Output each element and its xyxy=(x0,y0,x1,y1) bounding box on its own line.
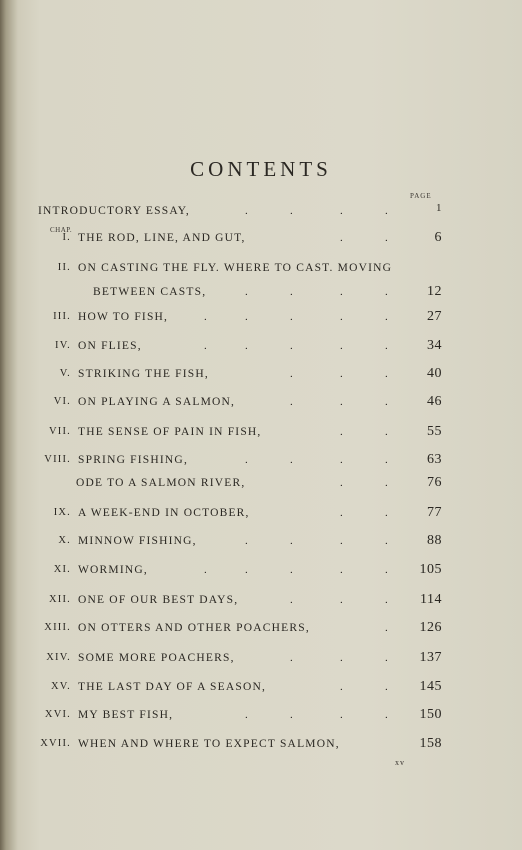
toc-entry xyxy=(0,311,522,331)
chapter-number: XI. xyxy=(53,564,71,575)
chapter-number: VI. xyxy=(53,396,71,407)
leader-dot: . xyxy=(385,622,389,634)
leader-dot: . xyxy=(290,709,294,721)
leader-dot: . xyxy=(340,594,344,606)
leader-dot: . xyxy=(290,535,294,547)
leader-dot: . xyxy=(245,564,249,576)
toc-entry xyxy=(0,709,522,729)
leader-dot: . xyxy=(340,564,344,576)
toc-entry xyxy=(0,681,522,701)
page-number: 126 xyxy=(419,620,442,635)
leader-dot: . xyxy=(340,535,344,547)
page-number: 55 xyxy=(427,424,442,439)
chapter-title: STRIKING THE FISH, xyxy=(78,368,209,380)
chapter-column-header: CHAP. xyxy=(50,226,73,234)
leader-dot: . xyxy=(340,477,344,489)
leader-dot: . xyxy=(385,535,389,547)
chapter-title: THE ROD, LINE, AND GUT, xyxy=(78,232,246,244)
leader-dot: . xyxy=(245,340,249,352)
toc-entry xyxy=(0,507,522,527)
leader-dot: . xyxy=(290,311,294,323)
page-number: 145 xyxy=(419,679,442,694)
leader-dot: . xyxy=(340,286,344,298)
toc-entry xyxy=(0,426,522,446)
leader-dot: . xyxy=(340,396,344,408)
toc-entry xyxy=(0,535,522,555)
leader-dot: . xyxy=(385,340,389,352)
toc-entry xyxy=(0,652,522,672)
leader-dot: . xyxy=(385,311,389,323)
leader-dot: . xyxy=(340,709,344,721)
chapter-title: SOME MORE POACHERS, xyxy=(78,652,235,664)
leader-dot: . xyxy=(290,564,294,576)
chapter-title: ON FLIES, xyxy=(78,340,142,352)
chapter-title: HOW TO FISH, xyxy=(78,311,169,323)
leader-dot: . xyxy=(385,396,389,408)
leader-dot: . xyxy=(385,286,389,298)
leader-dot: . xyxy=(340,311,344,323)
chapter-number: IV. xyxy=(55,340,71,351)
page-number: 77 xyxy=(427,505,442,520)
leader-dot: . xyxy=(340,340,344,352)
chapter-title: ONE OF OUR BEST DAYS, xyxy=(78,594,239,606)
page-number: 88 xyxy=(427,533,442,548)
chapter-title: ON PLAYING A SALMON, xyxy=(78,396,236,408)
toc-entry xyxy=(0,262,522,282)
toc-entry xyxy=(0,368,522,388)
leader-dot: . xyxy=(385,564,389,576)
chapter-title: BETWEEN CASTS, xyxy=(93,286,207,298)
contents-heading: CONTENTS xyxy=(190,157,332,181)
toc-entry xyxy=(0,622,522,642)
leader-dot: . xyxy=(290,396,294,408)
chapter-number: XVI. xyxy=(44,709,71,720)
toc-entry xyxy=(0,564,522,584)
leader-dot: . xyxy=(245,709,249,721)
chapter-number: II. xyxy=(57,262,71,273)
toc-entry xyxy=(0,286,522,306)
page-number: 12 xyxy=(427,284,442,299)
toc-entry xyxy=(0,477,522,497)
chapter-number: XV. xyxy=(50,681,71,692)
page-number: 114 xyxy=(420,592,442,607)
toc-entry xyxy=(0,396,522,416)
leader-dot: . xyxy=(204,564,208,576)
chapter-title: WORMING, xyxy=(78,564,148,576)
leader-dot: . xyxy=(385,232,389,244)
chapter-number: XVII. xyxy=(40,738,71,749)
leader-dot: . xyxy=(290,652,294,664)
leader-dot: . xyxy=(290,594,294,606)
page-number: 158 xyxy=(419,736,442,751)
page-number: 6 xyxy=(434,230,442,245)
chapter-number: III. xyxy=(53,311,71,322)
toc-entry xyxy=(0,454,522,474)
leader-dot: . xyxy=(340,652,344,664)
page-number: 34 xyxy=(427,338,442,353)
chapter-title: MY BEST FISH, xyxy=(78,709,174,721)
leader-dot: . xyxy=(385,652,389,664)
page-column-header: PAGE xyxy=(410,192,432,200)
leader-dot: . xyxy=(385,454,389,466)
chapter-title: THE LAST DAY OF A SEASON, xyxy=(78,681,267,693)
leader-dot: . xyxy=(340,507,344,519)
leader-dot: . xyxy=(385,681,389,693)
chapter-title: ON CASTING THE FLY. WHERE TO CAST. MOVING xyxy=(78,262,393,274)
toc-entry xyxy=(0,340,522,360)
chapter-number: X. xyxy=(58,535,71,546)
chapter-number: I. xyxy=(62,232,71,243)
page-number-footer: xv xyxy=(395,758,405,767)
chapter-title: ON OTTERS AND OTHER POACHERS, xyxy=(78,622,310,634)
leader-dot: . xyxy=(340,454,344,466)
leader-dot: . xyxy=(385,477,389,489)
chapter-number: V. xyxy=(59,368,71,379)
leader-dot: . xyxy=(385,205,389,217)
chapter-title: ODE TO A SALMON RIVER, xyxy=(76,477,246,489)
chapter-number: XIII. xyxy=(44,622,71,633)
leader-dot: . xyxy=(340,681,344,693)
toc-entry xyxy=(0,738,522,758)
chapter-title: MINNOW FISHING, xyxy=(78,535,197,547)
page-number: 76 xyxy=(427,475,442,490)
leader-dot: . xyxy=(340,205,344,217)
chapter-number: XIV. xyxy=(46,652,71,663)
leader-dot: . xyxy=(204,340,208,352)
leader-dot: . xyxy=(290,454,294,466)
leader-dot: . xyxy=(385,709,389,721)
leader-dot: . xyxy=(290,286,294,298)
leader-dot: . xyxy=(385,594,389,606)
page-number: 46 xyxy=(427,394,442,409)
chapter-number: XII. xyxy=(48,594,71,605)
leader-dot: . xyxy=(245,311,249,323)
leader-dot: . xyxy=(340,232,344,244)
toc-entry xyxy=(0,202,522,225)
leader-dot: . xyxy=(290,340,294,352)
chapter-title: WHEN AND WHERE TO EXPECT SALMON, xyxy=(78,738,340,750)
leader-dot: . xyxy=(245,286,249,298)
chapter-number: IX. xyxy=(53,507,71,518)
chapter-number: VII. xyxy=(48,426,71,437)
page-number: 105 xyxy=(419,562,442,577)
toc-entry xyxy=(0,232,522,252)
leader-dot: . xyxy=(385,368,389,380)
page-number: 40 xyxy=(427,366,442,381)
leader-dot: . xyxy=(290,205,294,217)
page-number: 63 xyxy=(427,452,442,467)
page-number: 27 xyxy=(427,309,442,324)
leader-dot: . xyxy=(204,311,208,323)
page-number: 150 xyxy=(419,707,442,722)
leader-dot: . xyxy=(245,535,249,547)
leader-dot: . xyxy=(290,368,294,380)
page-number: 137 xyxy=(419,650,442,665)
toc-entry xyxy=(0,594,522,614)
leader-dot: . xyxy=(245,205,249,217)
chapter-title: THE SENSE OF PAIN IN FISH, xyxy=(78,426,262,438)
chapter-number: VIII. xyxy=(44,454,71,465)
page-number: 1 xyxy=(436,202,442,214)
leader-dot: . xyxy=(340,426,344,438)
chapter-title: INTRODUCTORY ESSAY, xyxy=(38,205,190,217)
chapter-title: SPRING FISHING, xyxy=(78,454,189,466)
leader-dot: . xyxy=(385,426,389,438)
leader-dot: . xyxy=(245,454,249,466)
chapter-title: A WEEK-END IN OCTOBER, xyxy=(78,507,250,519)
leader-dot: . xyxy=(385,507,389,519)
leader-dot: . xyxy=(340,368,344,380)
